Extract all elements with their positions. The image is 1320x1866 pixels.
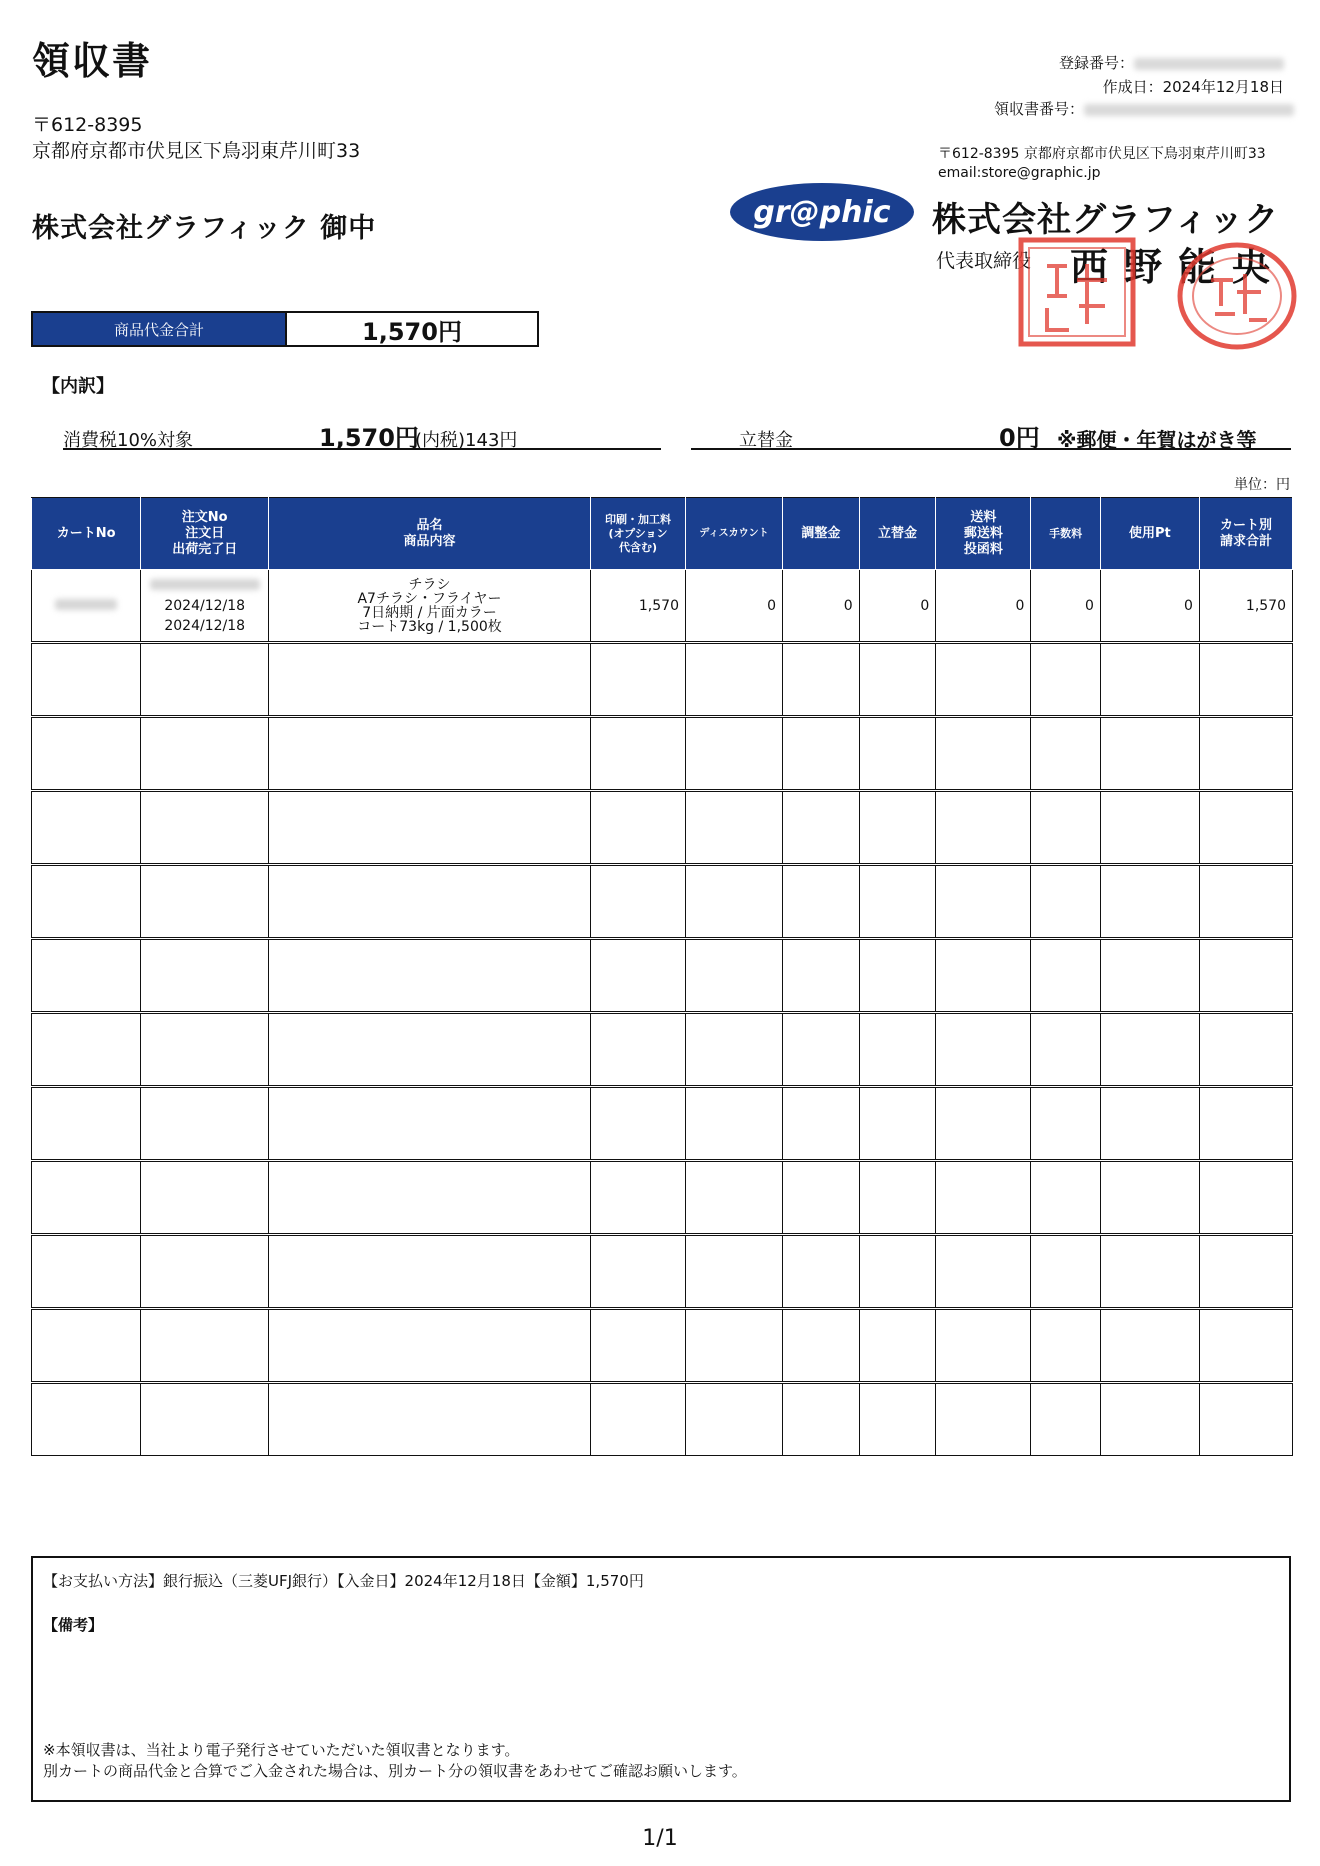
customer-postal: 〒612-8395	[32, 114, 143, 136]
empty-cell	[783, 717, 860, 791]
header-cart-total: カート別 請求合計	[1199, 498, 1292, 570]
empty-cell	[32, 717, 141, 791]
empty-cell	[685, 1087, 782, 1161]
table-row	[32, 791, 1293, 865]
page-number: 1/1	[642, 1826, 678, 1851]
empty-cell	[269, 791, 591, 865]
empty-cell	[590, 1235, 685, 1309]
empty-cell	[685, 643, 782, 717]
order-cell	[141, 570, 269, 643]
empty-cell	[936, 939, 1031, 1013]
empty-cell	[859, 1161, 936, 1235]
empty-cell	[32, 939, 141, 1013]
empty-cell	[1100, 1235, 1199, 1309]
empty-cell	[141, 1235, 269, 1309]
header-points: 使用Pt	[1100, 498, 1199, 570]
created-date-row	[1103, 76, 1284, 98]
empty-cell	[1031, 1383, 1100, 1456]
empty-cell	[936, 1383, 1031, 1456]
total-value: 1,570円	[285, 313, 537, 345]
empty-cell	[32, 1013, 141, 1087]
empty-cell	[590, 1309, 685, 1383]
empty-cell	[141, 791, 269, 865]
header-adjustment: 調整金	[783, 498, 860, 570]
empty-cell	[936, 717, 1031, 791]
empty-cell	[1100, 643, 1199, 717]
empty-cell	[1100, 1087, 1199, 1161]
empty-cell	[269, 1235, 591, 1309]
representative-seal-stamp	[1175, 240, 1299, 352]
empty-cell	[1031, 1013, 1100, 1087]
representative-name: 西野能央	[1070, 244, 1287, 289]
empty-cell	[859, 1383, 936, 1456]
empty-cell	[1199, 1087, 1292, 1161]
header-advance: 立替金	[859, 498, 936, 570]
table-row	[32, 939, 1293, 1013]
receipt-number-label: 領収書番号：	[993, 100, 1084, 118]
remarks-label: 【備考】	[43, 1616, 104, 1634]
header-discount: ディスカウント	[685, 498, 782, 570]
empty-cell	[141, 1013, 269, 1087]
advance-label: 立替金	[739, 430, 793, 451]
empty-cell	[32, 865, 141, 939]
payment-info: 【お支払い方法】銀行振込（三菱UFJ銀行）【入金日】2024年12月18日【金額】1,570円	[43, 1572, 644, 1590]
empty-cell	[590, 865, 685, 939]
empty-cell	[1199, 791, 1292, 865]
created-date: 2024年12月18日	[1162, 78, 1284, 96]
empty-cell	[783, 1087, 860, 1161]
empty-cell	[32, 643, 141, 717]
empty-cell	[1100, 717, 1199, 791]
empty-cell	[859, 1013, 936, 1087]
empty-cell	[783, 643, 860, 717]
empty-cell	[936, 1087, 1031, 1161]
empty-cell	[936, 1309, 1031, 1383]
ship-date: 2024/12/18	[164, 617, 246, 634]
empty-cell	[685, 1309, 782, 1383]
empty-cell	[936, 1013, 1031, 1087]
issuer-address: 〒612-8395 京都府京都市伏見区下鳥羽東芹川町33	[938, 146, 1266, 162]
empty-cell	[859, 939, 936, 1013]
tax-included: (内税)143円	[415, 430, 518, 451]
adjustment-cell: 0	[783, 570, 860, 643]
header-shipping: 送料 郵送料 投函料	[936, 498, 1031, 570]
items-table	[31, 497, 1293, 1456]
receipt-number	[994, 98, 1294, 120]
empty-cell	[1031, 791, 1100, 865]
empty-cell	[269, 1161, 591, 1235]
table-header-row	[32, 498, 1293, 570]
empty-cell	[859, 1235, 936, 1309]
unit-label: 単位：円	[1234, 477, 1290, 493]
empty-cell	[269, 1087, 591, 1161]
tax-breakdown-row	[63, 418, 661, 450]
empty-cell	[269, 1383, 591, 1456]
tax-amount: 1,570円	[319, 424, 419, 452]
empty-cell	[1100, 1013, 1199, 1087]
table-row	[32, 717, 1293, 791]
empty-cell	[1031, 865, 1100, 939]
empty-cell	[590, 1013, 685, 1087]
empty-cell	[141, 1087, 269, 1161]
empty-cell	[590, 1161, 685, 1235]
empty-cell	[1100, 865, 1199, 939]
empty-cell	[1199, 865, 1292, 939]
empty-cell	[936, 1235, 1031, 1309]
cart-no-cell	[32, 570, 141, 643]
issuer-address-block	[938, 145, 1266, 183]
empty-cell	[141, 865, 269, 939]
empty-cell	[1199, 1383, 1292, 1456]
empty-cell	[783, 1309, 860, 1383]
empty-cell	[783, 939, 860, 1013]
breakdown-heading: 【内訳】	[42, 376, 114, 397]
total-label: 商品代金合計	[33, 313, 285, 345]
empty-cell	[141, 1309, 269, 1383]
empty-cell	[1100, 1309, 1199, 1383]
header-fee: 手数料	[1031, 498, 1100, 570]
empty-cell	[685, 791, 782, 865]
customer-address: 京都府京都市伏見区下鳥羽東芹川町33	[32, 140, 361, 162]
cart-no-redacted	[55, 599, 117, 610]
logo-text: gr@phic	[753, 195, 891, 230]
header-product: 品名 商品内容	[269, 498, 591, 570]
empty-cell	[685, 1383, 782, 1456]
table-row	[32, 1309, 1293, 1383]
tax-label: 消費税10%対象	[63, 430, 194, 451]
empty-cell	[141, 717, 269, 791]
empty-cell	[590, 717, 685, 791]
empty-cell	[685, 1013, 782, 1087]
empty-cell	[269, 939, 591, 1013]
table-row	[32, 1087, 1293, 1161]
empty-cell	[269, 643, 591, 717]
table-row	[32, 1161, 1293, 1235]
empty-cell	[685, 1235, 782, 1309]
empty-cell	[1199, 717, 1292, 791]
table-row	[32, 1383, 1293, 1456]
empty-cell	[783, 865, 860, 939]
empty-cell	[141, 1383, 269, 1456]
empty-cell	[685, 939, 782, 1013]
product-cell: チラシ A7チラシ・フライヤー 7日納期 / 片面カラー コート73kg / 1,500枚	[269, 570, 591, 643]
empty-cell	[1031, 1309, 1100, 1383]
empty-cell	[936, 1161, 1031, 1235]
empty-cell	[783, 1235, 860, 1309]
points-cell: 0	[1100, 570, 1199, 643]
empty-cell	[1199, 1235, 1292, 1309]
empty-cell	[269, 865, 591, 939]
empty-cell	[1100, 1383, 1199, 1456]
empty-cell	[1100, 791, 1199, 865]
empty-cell	[141, 939, 269, 1013]
company-seal-stamp	[1017, 236, 1137, 348]
empty-cell	[1199, 1013, 1292, 1087]
table-row	[32, 1235, 1293, 1309]
empty-cell	[1031, 1161, 1100, 1235]
customer-address-block	[32, 112, 360, 164]
empty-cell	[1031, 717, 1100, 791]
empty-cell	[685, 865, 782, 939]
empty-cell	[783, 1383, 860, 1456]
empty-cell	[1031, 643, 1100, 717]
empty-cell	[1031, 1235, 1100, 1309]
cart-total-cell: 1,570	[1199, 570, 1292, 643]
empty-cell	[1031, 939, 1100, 1013]
empty-cell	[141, 1161, 269, 1235]
empty-cell	[1199, 1161, 1292, 1235]
empty-cell	[590, 1087, 685, 1161]
empty-cell	[590, 1383, 685, 1456]
empty-cell	[269, 717, 591, 791]
payment-remarks-box	[31, 1556, 1291, 1802]
addressee: 株式会社グラフィック 御中	[32, 213, 377, 244]
representative-label: 代表取締役	[936, 250, 1032, 272]
empty-cell	[32, 1309, 141, 1383]
empty-cell	[1199, 643, 1292, 717]
print-fee-cell: 1,570	[590, 570, 685, 643]
empty-cell	[1031, 1087, 1100, 1161]
empty-cell	[32, 1161, 141, 1235]
shipping-cell: 0	[936, 570, 1031, 643]
table-row	[32, 643, 1293, 717]
empty-cell	[269, 1309, 591, 1383]
empty-cell	[32, 1235, 141, 1309]
empty-cell	[141, 643, 269, 717]
empty-cell	[783, 791, 860, 865]
note-line-2: 別カートの商品代金と合算でご入金された場合は、別カート分の領収書をあわせてご確認お願いします。	[43, 1762, 747, 1780]
document-title: 領収書	[32, 39, 153, 83]
receipt-number-redacted	[1084, 104, 1294, 116]
empty-cell	[859, 865, 936, 939]
advance-breakdown-row	[691, 418, 1291, 450]
empty-cell	[783, 1013, 860, 1087]
empty-cell	[590, 939, 685, 1013]
empty-cell	[1199, 1309, 1292, 1383]
table-row	[32, 570, 1293, 643]
empty-cell	[685, 1161, 782, 1235]
empty-cell	[936, 865, 1031, 939]
empty-cell	[1199, 939, 1292, 1013]
empty-cell	[1100, 939, 1199, 1013]
order-date: 2024/12/18	[164, 597, 246, 614]
order-no-redacted	[150, 579, 260, 590]
note-line-1: ※本領収書は、当社より電子発行させていただいた領収書となります。	[43, 1741, 520, 1759]
advance-amount: 0円	[999, 424, 1040, 452]
header-cart-no: カートNo	[32, 498, 141, 570]
fee-cell: 0	[1031, 570, 1100, 643]
advance-cell: 0	[859, 570, 936, 643]
receipt-notes	[43, 1740, 747, 1782]
empty-cell	[32, 1383, 141, 1456]
empty-cell	[269, 1013, 591, 1087]
registration-number	[1059, 52, 1284, 74]
empty-cell	[685, 717, 782, 791]
empty-cell	[859, 643, 936, 717]
empty-cell	[783, 1161, 860, 1235]
empty-cell	[936, 643, 1031, 717]
empty-cell	[590, 791, 685, 865]
empty-cell	[1100, 1161, 1199, 1235]
empty-cell	[590, 643, 685, 717]
discount-cell: 0	[685, 570, 782, 643]
table-row	[32, 1013, 1293, 1087]
empty-cell	[936, 791, 1031, 865]
empty-cell	[859, 1087, 936, 1161]
header-order: 注文No 注文日 出荷完了日	[141, 498, 269, 570]
advance-note: ※郵便・年賀はがき等	[1057, 428, 1257, 452]
empty-cell	[32, 1087, 141, 1161]
total-amount-box	[31, 311, 539, 347]
empty-cell	[32, 791, 141, 865]
empty-cell	[859, 1309, 936, 1383]
empty-cell	[859, 791, 936, 865]
empty-cell	[859, 717, 936, 791]
registration-value-redacted	[1134, 58, 1284, 70]
header-print-fee: 印刷・加工料 (オプション 代含む)	[590, 498, 685, 570]
registration-label: 登録番号：	[1058, 54, 1134, 72]
graphic-logo	[726, 180, 918, 244]
issuer-email: email:store@graphic.jp	[938, 165, 1101, 181]
issuer-company-name: 株式会社グラフィック	[932, 200, 1280, 240]
table-row	[32, 865, 1293, 939]
created-label: 作成日：	[1102, 78, 1163, 96]
